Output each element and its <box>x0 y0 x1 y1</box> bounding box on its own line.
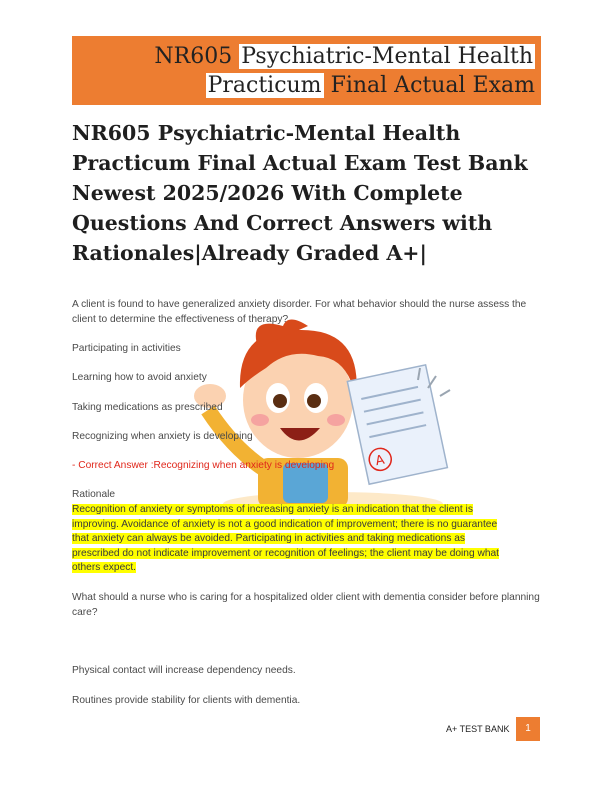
boy-right-cheek <box>327 414 345 426</box>
question-1-option: Learning how to avoid anxiety <box>72 372 207 383</box>
boy-left-cheek <box>251 414 269 426</box>
question-1-option: Participating in activities <box>72 343 181 354</box>
grade-letter: A <box>374 452 386 470</box>
rationale-line <box>72 561 542 576</box>
rationale-label: Rationale <box>72 489 116 500</box>
rationale-line-text: others expect. <box>72 562 136 573</box>
header-banner <box>72 36 541 105</box>
banner-line-1 <box>72 42 535 71</box>
rationale-line-text: Recognition of anxiety or symptoms of increasing anxiety is an indication that the client is <box>72 504 473 515</box>
rationale-line <box>72 547 542 562</box>
question-2-text: What should a nurse who is caring for a hospitalized older client with dementia consider before planning care? <box>72 592 540 618</box>
banner-course-code: NR605 <box>154 44 233 69</box>
question-2-option: Routines provide stability for clients with dementia. <box>72 695 301 706</box>
page-title: NR605 Psychiatric-Mental Health Practicum Final Actual Exam Test Bank Newest 2025/2026 With Complete Questions And Correct Answers with Rationales|Already Graded A+| <box>72 121 528 265</box>
banner-subject: Psychiatric-Mental Health <box>241 44 533 69</box>
correct-answer: - Correct Answer :Recognizing when anxiety is developing <box>72 460 335 471</box>
footer-label: A+ TEST BANK <box>446 724 510 734</box>
banner-line-2 <box>72 71 535 100</box>
rationale-line-text: that anxiety can always be avoided. Participating in activities and taking medications as <box>72 533 466 544</box>
question-2-option: Physical contact will increase dependency needs. <box>72 665 296 676</box>
rationale-line <box>72 518 542 533</box>
question-1-text: A client is found to have generalized anxiety disorder. For what behavior should the nurse assess the client to determine the effectiveness of therapy? <box>72 299 527 325</box>
rationale-line <box>72 503 542 518</box>
rationale-line-text: improving. Avoidance of anxiety is not a good indication of improvement; there is no guarantee <box>72 518 498 530</box>
banner-practicum: Practicum <box>207 73 322 98</box>
question-1-option: Taking medications as prescribed <box>72 402 223 413</box>
question-1-option: Recognizing when anxiety is developing <box>72 431 253 442</box>
banner-exam: Final Actual Exam <box>330 73 535 98</box>
page-number: 1 <box>516 717 540 741</box>
rationale-line <box>72 532 542 547</box>
rationale-line-text: prescribed do not indicate improvement or recognition of feelings; the client may be doing what <box>72 547 499 559</box>
